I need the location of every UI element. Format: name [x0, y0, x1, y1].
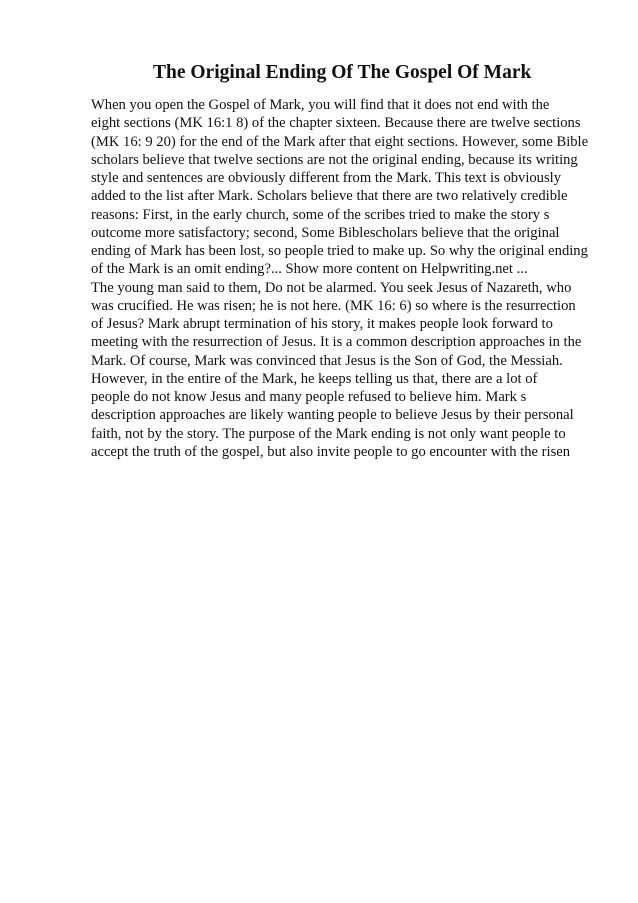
body-line: scholars believe that twelve sections are not the original ending, because its writing: [91, 151, 578, 168]
body-line: of Jesus? Mark abrupt termination of his story, it makes people look forward to: [91, 316, 553, 332]
body-line: description approaches are likely wanting people to believe Jesus by their personal: [91, 407, 574, 424]
body-line: meeting with the resurrection of Jesus. It is a common description approaches in the: [91, 334, 582, 351]
body-line: Mark. Of course, Mark was convinced that Jesus is the Son of God, the Messiah.: [91, 352, 563, 369]
body-line: was crucified. He was risen; he is not here. (MK 16: 6) so where is the resurrection: [91, 297, 576, 314]
body-line: However, in the entire of the Mark, he keeps telling us that, there are a lot of: [91, 370, 538, 387]
document-title: The Original Ending Of The Gospel Of Mark: [153, 62, 532, 83]
body-line: added to the list after Mark. Scholars believe that there are two relatively credible: [91, 188, 568, 205]
body-line: The young man said to them, Do not be alarmed. You seek Jesus of Nazareth, who: [91, 279, 572, 296]
body-line: of the Mark is an omit ending?... Show more content on Helpwriting.net ...: [91, 261, 528, 278]
body-line: faith, not by the story. The purpose of the Mark ending is not only want people to: [91, 425, 566, 442]
body-line: accept the truth of the gospel, but also invite people to go encounter with the risen: [91, 443, 571, 460]
body-line: ending of Mark has been lost, so people tried to make up. So why the original ending: [91, 243, 588, 259]
body-line: outcome more satisfactory; second, Some Biblescholars believe that the original: [91, 224, 560, 241]
body-line: reasons: First, in the early church, some of the scribes tried to make the story s: [91, 206, 550, 223]
body-line: When you open the Gospel of Mark, you will find that it does not end with the: [91, 97, 550, 113]
body-line: people do not know Jesus and many people refused to believe him. Mark s: [91, 389, 527, 405]
body-line: (MK 16: 9 20) for the end of the Mark after that eight sections. However, some Bible: [91, 133, 589, 150]
body-line: eight sections (MK 16:1 8) of the chapter sixteen. Because there are twelve sections: [91, 115, 581, 132]
body-line: style and sentences are obviously different from the Mark. This text is obviously: [91, 170, 562, 186]
document-body: [91, 96, 601, 461]
